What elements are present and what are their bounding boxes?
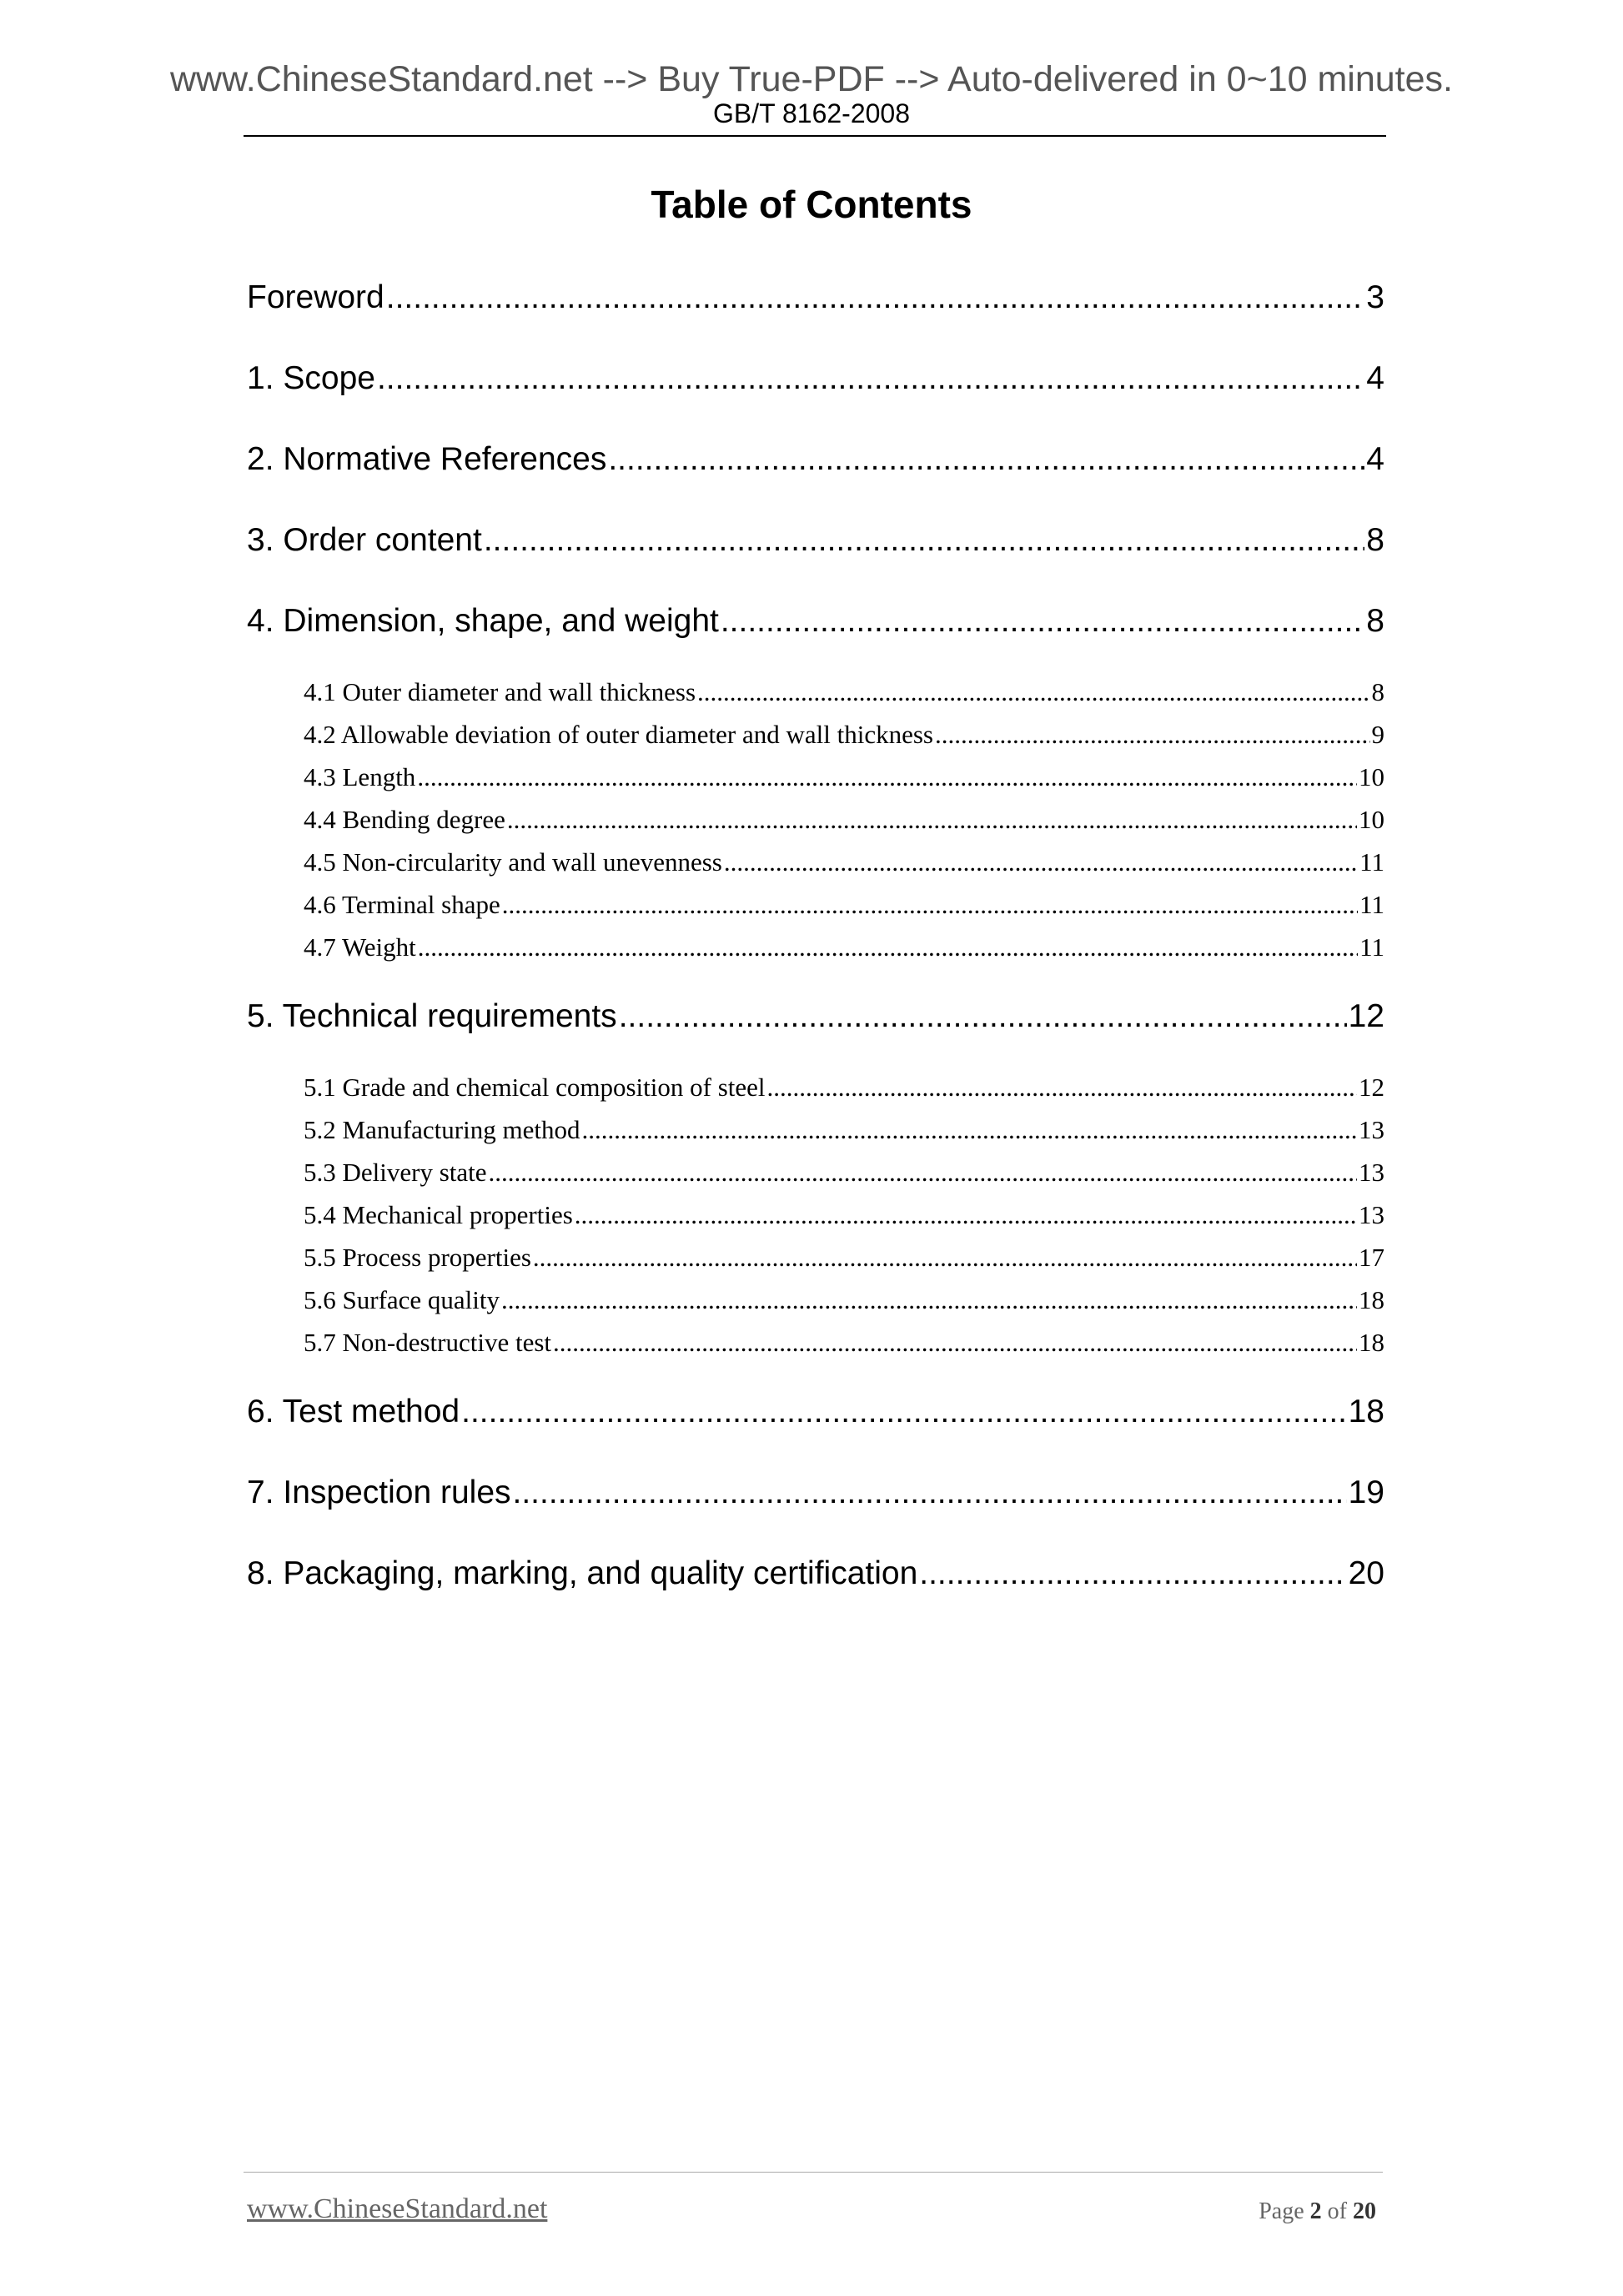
dot-leader bbox=[484, 522, 1364, 559]
toc-entry-page: 8 bbox=[1371, 677, 1384, 706]
toc-entry-4-4[interactable] bbox=[304, 805, 1384, 835]
toc-entry-page: 10 bbox=[1359, 805, 1384, 834]
page-total: 20 bbox=[1353, 2198, 1376, 2224]
dot-leader bbox=[489, 1158, 1357, 1188]
toc-entry-label: 4. Dimension, shape, and weight bbox=[247, 603, 719, 639]
toc-entry-page: 4 bbox=[1366, 441, 1384, 477]
toc-entry-label: 4.6 Terminal shape bbox=[304, 890, 500, 919]
toc-entry-page: 8 bbox=[1366, 603, 1384, 639]
standard-code: GB/T 8162-2008 bbox=[712, 98, 910, 128]
toc-entry-page: 13 bbox=[1359, 1158, 1384, 1187]
dot-leader bbox=[767, 1073, 1357, 1103]
toc-entry-scope[interactable] bbox=[247, 360, 1384, 397]
dot-leader bbox=[533, 1243, 1357, 1273]
toc-entry-label: 5.1 Grade and chemical composition of steel bbox=[304, 1073, 766, 1102]
toc-entry-page: 20 bbox=[1348, 1555, 1384, 1591]
toc-entry-label: 5. Technical requirements bbox=[247, 998, 617, 1034]
dot-leader bbox=[513, 1475, 1347, 1511]
dot-leader bbox=[721, 603, 1364, 640]
toc-entry-label: 5.7 Non-destructive test bbox=[304, 1328, 552, 1357]
dot-leader bbox=[501, 1285, 1357, 1315]
header-divider bbox=[244, 135, 1386, 137]
toc-entry-label: 4.4 Bending degree bbox=[304, 805, 505, 834]
toc-entry-4-1[interactable] bbox=[304, 677, 1384, 707]
dot-leader bbox=[553, 1328, 1357, 1358]
toc-entry-label: 6. Test method bbox=[247, 1394, 460, 1429]
toc-entry-4-3[interactable] bbox=[304, 762, 1384, 792]
toc-entry-page: 9 bbox=[1371, 720, 1384, 749]
toc-entry-label: 5.6 Surface quality bbox=[304, 1285, 500, 1314]
toc-entry-page: 13 bbox=[1359, 1200, 1384, 1229]
toc-entry-label: 5.5 Process properties bbox=[304, 1243, 531, 1272]
toc-entry-page: 4 bbox=[1366, 360, 1384, 396]
toc-entry-page: 11 bbox=[1359, 932, 1384, 962]
toc-entry-5-1[interactable] bbox=[304, 1073, 1384, 1103]
toc-entry-label: 8. Packaging, marking, and quality certification bbox=[247, 1555, 918, 1591]
page-number bbox=[1259, 2200, 1376, 2223]
toc-entry-page: 12 bbox=[1348, 998, 1384, 1034]
toc-entry-order-content[interactable] bbox=[247, 522, 1384, 559]
toc-entry-page: 8 bbox=[1366, 522, 1384, 558]
toc-entry-label: 4.7 Weight bbox=[304, 932, 416, 962]
toc-entry-label: 1. Scope bbox=[247, 360, 375, 396]
toc-entry-label: 4.5 Non-circularity and wall unevenness bbox=[304, 847, 722, 877]
toc-entry-5-4[interactable] bbox=[304, 1200, 1384, 1230]
toc-entry-4-2[interactable] bbox=[304, 720, 1384, 750]
dot-leader bbox=[575, 1200, 1357, 1230]
toc-entry-inspection-rules[interactable] bbox=[247, 1475, 1384, 1511]
dot-leader bbox=[386, 279, 1365, 316]
page-of: of bbox=[1321, 2198, 1353, 2224]
toc-entry-4-7[interactable] bbox=[304, 932, 1384, 962]
toc-entry-foreword[interactable] bbox=[247, 279, 1384, 316]
dot-leader bbox=[417, 762, 1357, 792]
toc-entry-page: 17 bbox=[1359, 1243, 1384, 1272]
footer-site-link[interactable]: www.ChineseStandard.net bbox=[247, 2193, 548, 2224]
toc-entry-packaging-marking[interactable] bbox=[247, 1555, 1384, 1592]
dot-leader bbox=[935, 720, 1370, 750]
page-current: 2 bbox=[1309, 2198, 1322, 2224]
toc-entry-page: 18 bbox=[1348, 1394, 1384, 1429]
page-prefix: Page bbox=[1259, 2198, 1310, 2224]
dot-leader bbox=[418, 932, 1358, 962]
toc-entry-label: 4.3 Length bbox=[304, 762, 416, 791]
dot-leader bbox=[502, 890, 1358, 920]
dot-leader bbox=[581, 1115, 1357, 1145]
dot-leader bbox=[507, 805, 1357, 835]
toc-entry-label: 5.2 Manufacturing method bbox=[304, 1115, 580, 1144]
dot-leader bbox=[608, 441, 1364, 478]
toc-entry-page: 11 bbox=[1359, 847, 1384, 877]
toc-entry-5-7[interactable] bbox=[304, 1328, 1384, 1358]
dot-leader bbox=[377, 360, 1364, 397]
footer-divider bbox=[244, 2172, 1383, 2173]
toc-entry-page: 11 bbox=[1359, 890, 1384, 919]
dot-leader bbox=[919, 1555, 1346, 1592]
toc-entry-page: 18 bbox=[1359, 1328, 1384, 1357]
dot-leader bbox=[619, 998, 1347, 1035]
toc-entry-5-6[interactable] bbox=[304, 1285, 1384, 1315]
toc-entry-dimension-shape-weight[interactable] bbox=[247, 603, 1384, 640]
toc-entry-page: 13 bbox=[1359, 1115, 1384, 1144]
toc-entry-technical-requirements[interactable] bbox=[247, 998, 1384, 1035]
toc-entry-page: 12 bbox=[1359, 1073, 1384, 1102]
toc-entry-test-method[interactable] bbox=[247, 1394, 1384, 1430]
toc-entry-normative-references[interactable] bbox=[247, 441, 1384, 478]
toc-entry-page: 3 bbox=[1366, 279, 1384, 315]
toc-entry-page: 10 bbox=[1359, 762, 1384, 791]
toc-entry-5-2[interactable] bbox=[304, 1115, 1384, 1145]
toc-entry-5-3[interactable] bbox=[304, 1158, 1384, 1188]
site-banner: www.ChineseStandard.net --> Buy True-PDF --> Auto-delivered in 0~10 minutes. bbox=[169, 59, 1453, 99]
dot-leader bbox=[697, 677, 1369, 707]
toc-entry-label: 3. Order content bbox=[247, 522, 482, 558]
toc-entry-label: 4.1 Outer diameter and wall thickness bbox=[304, 677, 696, 706]
toc-entry-label: Foreword bbox=[247, 279, 384, 315]
toc-entry-5-5[interactable] bbox=[304, 1243, 1384, 1273]
toc-entry-label: 5.3 Delivery state bbox=[304, 1158, 487, 1187]
toc-entry-page: 19 bbox=[1348, 1475, 1384, 1510]
dot-leader bbox=[724, 847, 1358, 877]
toc-entry-4-6[interactable] bbox=[304, 890, 1384, 920]
toc-entry-label: 7. Inspection rules bbox=[247, 1475, 511, 1510]
toc-entry-4-5[interactable] bbox=[304, 847, 1384, 877]
toc-entry-page: 18 bbox=[1359, 1285, 1384, 1314]
toc-entry-label: 2. Normative References bbox=[247, 441, 607, 477]
toc-entry-label: 5.4 Mechanical properties bbox=[304, 1200, 573, 1229]
toc-entry-label: 4.2 Allowable deviation of outer diameter and wall thickness bbox=[304, 720, 933, 749]
dot-leader bbox=[461, 1394, 1347, 1430]
page-title: Table of Contents bbox=[651, 183, 972, 226]
